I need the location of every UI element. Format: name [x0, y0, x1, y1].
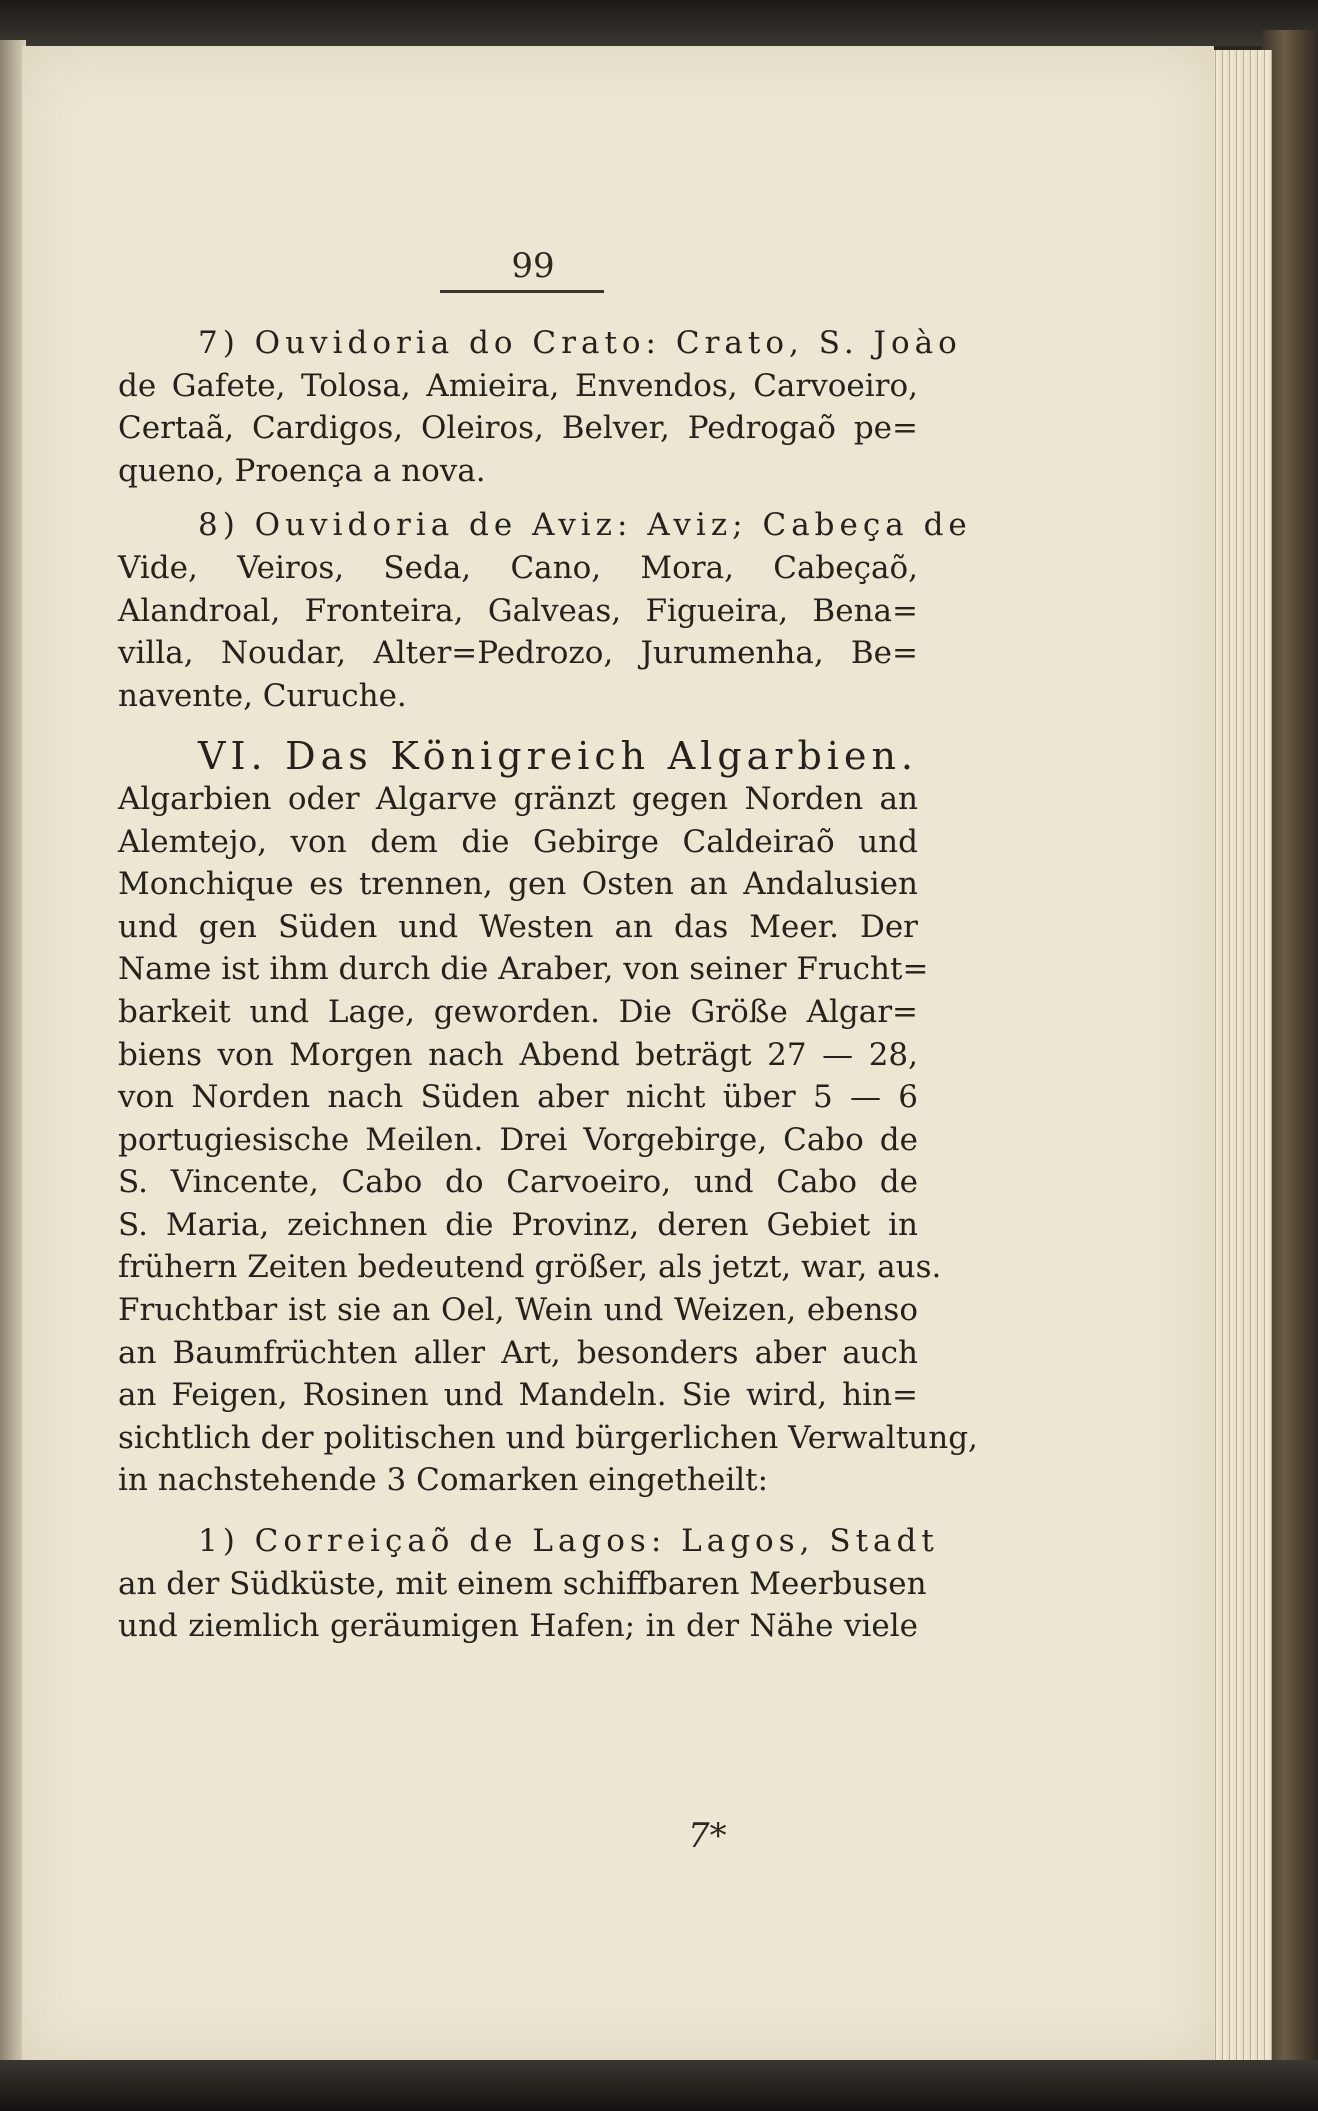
- text-line: und ziemlich geräumigen Hafen; in der Nähe viele: [118, 1608, 918, 1645]
- page-edges: [1212, 50, 1272, 2060]
- text-line: S. Maria, zeichnen die Provinz, deren Gebiet in: [118, 1206, 918, 1243]
- text-line: biens von Morgen nach Abend beträgt 27 — 28,: [118, 1036, 918, 1073]
- text-line: Certaã, Cardigos, Oleiros, Belver, Pedrogaõ pe=: [118, 410, 918, 447]
- text-line: queno, Proença a nova.: [118, 452, 486, 489]
- page-number: 99: [511, 246, 555, 286]
- text-line: 7) Ouvidoria do Crato: Crato, S. Joào: [198, 325, 962, 361]
- header-rule: [440, 290, 604, 293]
- text-line: sichtlich der politischen und bürgerlichen Verwaltung,: [118, 1419, 978, 1456]
- text-line: von Norden nach Süden aber nicht über 5 — 6: [118, 1079, 918, 1116]
- text-line: Monchique es trennen, gen Osten an Andalusien: [118, 866, 918, 903]
- text-line: Fruchtbar ist sie an Oel, Wein und Weizen, ebenso: [118, 1292, 918, 1329]
- text-line: an der Südküste, mit einem schiffbaren Meerbusen: [118, 1565, 927, 1602]
- paragraph-correicao-lagos: [118, 1520, 939, 1648]
- text-line: an Baumfrüchten aller Art, besonders aber auch: [118, 1334, 918, 1371]
- text-line: Vide, Veiros, Seda, Cano, Mora, Cabeçaõ,: [118, 549, 918, 586]
- signature-mark: 7*: [688, 1816, 727, 1856]
- text-line: und gen Süden und Westen an das Meer. Der: [118, 908, 918, 945]
- text-line: frühern Zeiten bedeutend größer, als jetzt, war, aus.: [118, 1249, 942, 1286]
- text-line: Alemtejo, von dem die Gebirge Caldeiraõ und: [118, 823, 918, 860]
- text-line: 8) Ouvidoria de Aviz: Aviz; Cabeça de: [198, 507, 972, 544]
- paragraph-ouvidoria-crato: [118, 322, 962, 492]
- text-line: portugiesische Meilen. Drei Vorgebirge, Cabo de: [118, 1121, 918, 1158]
- text-line: in nachstehende 3 Comarken eingetheilt:: [118, 1462, 769, 1499]
- text-line: Name ist ihm durch die Araber, von seiner Frucht=: [118, 951, 929, 988]
- book-top-edge: [0, 0, 1318, 46]
- text-line: barkeit und Lage, geworden. Die Größe Algar=: [118, 993, 918, 1030]
- text-line: villa, Noudar, Alter=Pedrozo, Jurumenha, Be=: [118, 635, 918, 672]
- text-line: 1) Correiçaõ de Lagos: Lagos, Stadt: [198, 1523, 939, 1560]
- paragraph-ouvidoria-aviz: [118, 504, 972, 717]
- text-line: navente, Curuche.: [118, 677, 407, 714]
- text-line: S. Vincente, Cabo do Carvoeiro, und Cabo de: [118, 1164, 918, 1201]
- book-bottom-edge: [0, 2060, 1318, 2111]
- text-line: Alandroal, Fronteira, Galveas, Figueira, Bena=: [118, 592, 918, 629]
- page-text: [118, 322, 978, 1648]
- text-line: an Feigen, Rosinen und Mandeln. Sie wird, hin=: [118, 1377, 918, 1414]
- section-algarbien: [118, 734, 978, 1502]
- section-heading: VI. Das Königreich Algarbien.: [198, 734, 918, 779]
- text-line: de Gafete, Tolosa, Amieira, Envendos, Carvoeiro,: [118, 367, 918, 404]
- text-line: Algarbien oder Algarve gränzt gegen Norden an: [118, 780, 918, 817]
